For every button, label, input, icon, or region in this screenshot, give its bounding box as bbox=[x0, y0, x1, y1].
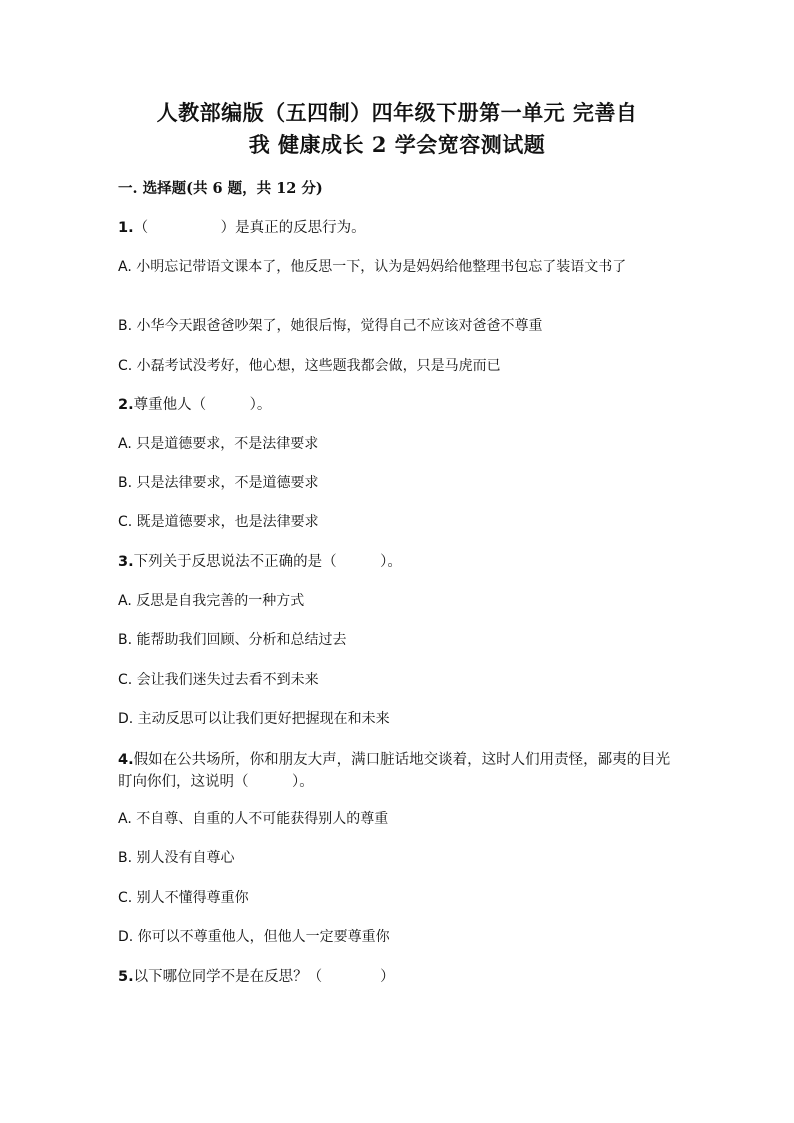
question-3-option-d: D. 主动反思可以让我们更好把握现在和未来 bbox=[118, 711, 390, 727]
question-3-option-a: A. 反思是自我完善的一种方式 bbox=[118, 593, 305, 609]
question-5 bbox=[118, 966, 678, 988]
question-1-option-c: C. 小磊考试没考好，他心想，这些题我都会做，只是马虎而已 bbox=[118, 358, 501, 374]
question-number: 2. bbox=[118, 397, 134, 413]
question-3-option-b: B. 能帮助我们回顾、分析和总结过去 bbox=[118, 632, 347, 648]
question-2 bbox=[118, 394, 678, 416]
question-stem: 假如在公共场所，你和朋友大声，满口脏话地交谈着，这时人们用责怪，鄙夷的目光盯向你们，这说明（ ）。 bbox=[118, 752, 671, 790]
document-title-line-2: 我 健康成长 2 学会宽容测试题 bbox=[248, 132, 546, 157]
question-4-option-a: A. 不自尊、自重的人不可能获得别人的尊重 bbox=[118, 811, 389, 827]
question-number: 1. bbox=[118, 220, 134, 236]
document-title-line-1: 人教部编版（五四制）四年级下册第一单元 完善自 bbox=[156, 100, 638, 125]
question-3 bbox=[118, 551, 678, 573]
question-stem: 以下哪位同学不是在反思？（ ） bbox=[133, 969, 395, 985]
question-stem: （ ）是真正的反思行为。 bbox=[133, 220, 366, 236]
section-heading: 一. 选择题(共 6 题，共 12 分) bbox=[118, 180, 323, 197]
question-4-option-c: C. 别人不懂得尊重你 bbox=[118, 890, 249, 906]
question-2-option-c: C. 既是道德要求，也是法律要求 bbox=[118, 514, 319, 530]
question-1-option-a: A. 小明忘记带语文课本了，他反思一下，认为是妈妈给他整理书包忘了装语文书了 bbox=[118, 259, 627, 275]
question-4-option-b: B. 别人没有自尊心 bbox=[118, 850, 235, 866]
question-stem: 尊重他人（ ）。 bbox=[133, 397, 272, 413]
question-1 bbox=[118, 217, 678, 239]
question-4-option-d: D. 你可以不尊重他人，但他人一定要尊重你 bbox=[118, 929, 390, 945]
question-number: 5. bbox=[118, 969, 134, 985]
question-number: 4. bbox=[118, 752, 134, 768]
question-2-option-a: A. 只是道德要求，不是法律要求 bbox=[118, 436, 319, 452]
question-4 bbox=[118, 749, 678, 793]
question-number: 3. bbox=[118, 554, 134, 570]
question-stem: 下列关于反思说法不正确的是（ ）。 bbox=[133, 554, 402, 570]
question-3-option-c: C. 会让我们迷失过去看不到未来 bbox=[118, 672, 319, 688]
question-2-option-b: B. 只是法律要求，不是道德要求 bbox=[118, 475, 319, 491]
question-1-option-b: B. 小华今天跟爸爸吵架了，她很后悔，觉得自己不应该对爸爸不尊重 bbox=[118, 318, 543, 334]
